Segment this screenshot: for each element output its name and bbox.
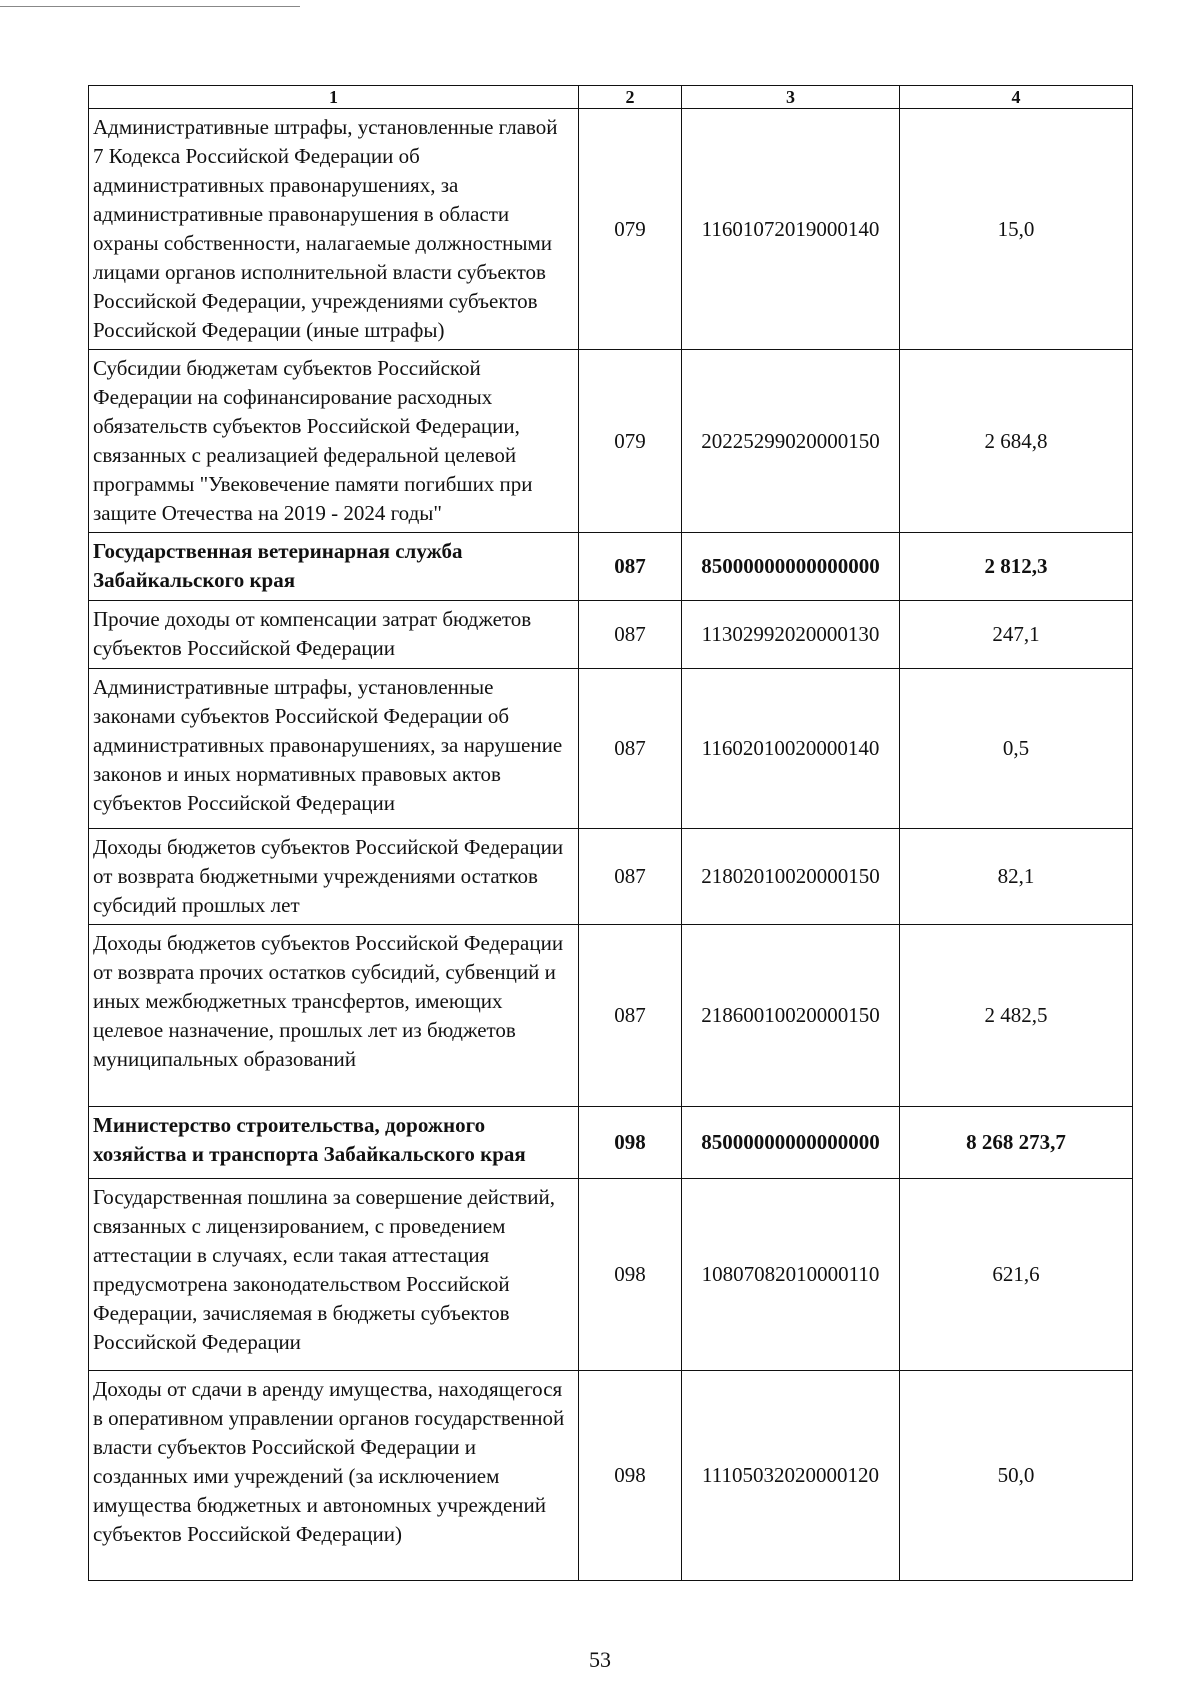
row-budget-code: 11602010020000140 bbox=[682, 669, 900, 829]
row-budget-code: 85000000000000000 bbox=[682, 1107, 900, 1179]
row-budget-code: 20225299020000150 bbox=[682, 350, 900, 533]
header-col-1: 1 bbox=[89, 86, 579, 109]
table-row bbox=[89, 669, 1133, 829]
row-budget-code: 21802010020000150 bbox=[682, 829, 900, 925]
row-admin-code: 079 bbox=[579, 350, 682, 533]
row-amount: 621,6 bbox=[900, 1179, 1133, 1371]
row-budget-code: 11302992020000130 bbox=[682, 601, 900, 669]
row-admin-code: 087 bbox=[579, 601, 682, 669]
table-row bbox=[89, 829, 1133, 925]
table-row bbox=[89, 925, 1133, 1107]
row-amount: 82,1 bbox=[900, 829, 1133, 925]
row-budget-code: 85000000000000000 bbox=[682, 533, 900, 601]
row-budget-code: 10807082010000110 bbox=[682, 1179, 900, 1371]
row-budget-code: 11105032020000120 bbox=[682, 1371, 900, 1581]
row-admin-code: 087 bbox=[579, 533, 682, 601]
row-admin-code: 087 bbox=[579, 829, 682, 925]
row-name: Доходы бюджетов субъектов Российской Федерации от возврата бюджетными учреждениями остатков субсидий прошлых лет bbox=[89, 829, 579, 925]
row-admin-code: 098 bbox=[579, 1107, 682, 1179]
row-amount: 0,5 bbox=[900, 669, 1133, 829]
header-col-4: 4 bbox=[900, 86, 1133, 109]
row-amount: 2 482,5 bbox=[900, 925, 1133, 1107]
row-budget-code: 11601072019000140 bbox=[682, 109, 900, 350]
row-name: Государственная пошлина за совершение действий, связанных с лицензированием, с проведением аттестации в случаях, если такая аттестация предусмотрена законодательством Российской Федерации, зачисляемая в бюджеты субъектов Российской Федерации bbox=[89, 1179, 579, 1371]
revenue-table bbox=[88, 85, 1133, 1581]
header-row bbox=[89, 86, 1133, 109]
table-row bbox=[89, 1179, 1133, 1371]
header-col-2: 2 bbox=[579, 86, 682, 109]
header-col-3: 3 bbox=[682, 86, 900, 109]
table-row bbox=[89, 350, 1133, 533]
table-row-section bbox=[89, 1107, 1133, 1179]
row-admin-code: 087 bbox=[579, 669, 682, 829]
row-amount: 2 812,3 bbox=[900, 533, 1133, 601]
table-row bbox=[89, 601, 1133, 669]
row-admin-code: 087 bbox=[579, 925, 682, 1107]
table-row bbox=[89, 1371, 1133, 1581]
row-name: Государственная ветеринарная служба Забайкальского края bbox=[89, 533, 579, 601]
row-name: Доходы бюджетов субъектов Российской Федерации от возврата прочих остатков субсидий, субвенций и иных межбюджетных трансфертов, имеющих целевое назначение, прошлых лет из бюджетов муниципальных образований bbox=[89, 925, 579, 1107]
row-name: Прочие доходы от компенсации затрат бюджетов субъектов Российской Федерации bbox=[89, 601, 579, 669]
row-admin-code: 098 bbox=[579, 1371, 682, 1581]
row-amount: 8 268 273,7 bbox=[900, 1107, 1133, 1179]
row-amount: 50,0 bbox=[900, 1371, 1133, 1581]
table-row bbox=[89, 109, 1133, 350]
row-amount: 15,0 bbox=[900, 109, 1133, 350]
page-number: 53 bbox=[589, 1647, 611, 1672]
row-amount: 247,1 bbox=[900, 601, 1133, 669]
row-name: Административные штрафы, установленные главой 7 Кодекса Российской Федерации об административных правонарушениях, за административные правонарушения в области охраны собственности, налагаемые должностными лицами органов исполнительной власти субъектов Российской Федерации, учреждениями субъектов Российской Федерации (иные штрафы) bbox=[89, 109, 579, 350]
scan-edge-line bbox=[0, 6, 300, 7]
table-row-section bbox=[89, 533, 1133, 601]
row-name: Административные штрафы, установленные законами субъектов Российской Федерации об административных правонарушениях, за нарушение законов и иных нормативных правовых актов субъектов Российской Федерации bbox=[89, 669, 579, 829]
row-name: Субсидии бюджетам субъектов Российской Федерации на софинансирование расходных обязательств субъектов Российской Федерации, связанных с реализацией федеральной целевой программы "Увековечение памяти погибших при защите Отечества на 2019 - 2024 годы" bbox=[89, 350, 579, 533]
row-amount: 2 684,8 bbox=[900, 350, 1133, 533]
row-name: Министерство строительства, дорожного хозяйства и транспорта Забайкальского края bbox=[89, 1107, 579, 1179]
row-name: Доходы от сдачи в аренду имущества, находящегося в оперативном управлении органов государственной власти субъектов Российской Федерации и созданных ими учреждений (за исключением имущества бюджетных и автономных учреждений субъектов Российской Федерации) bbox=[89, 1371, 579, 1581]
row-budget-code: 21860010020000150 bbox=[682, 925, 900, 1107]
row-admin-code: 079 bbox=[579, 109, 682, 350]
row-admin-code: 098 bbox=[579, 1179, 682, 1371]
